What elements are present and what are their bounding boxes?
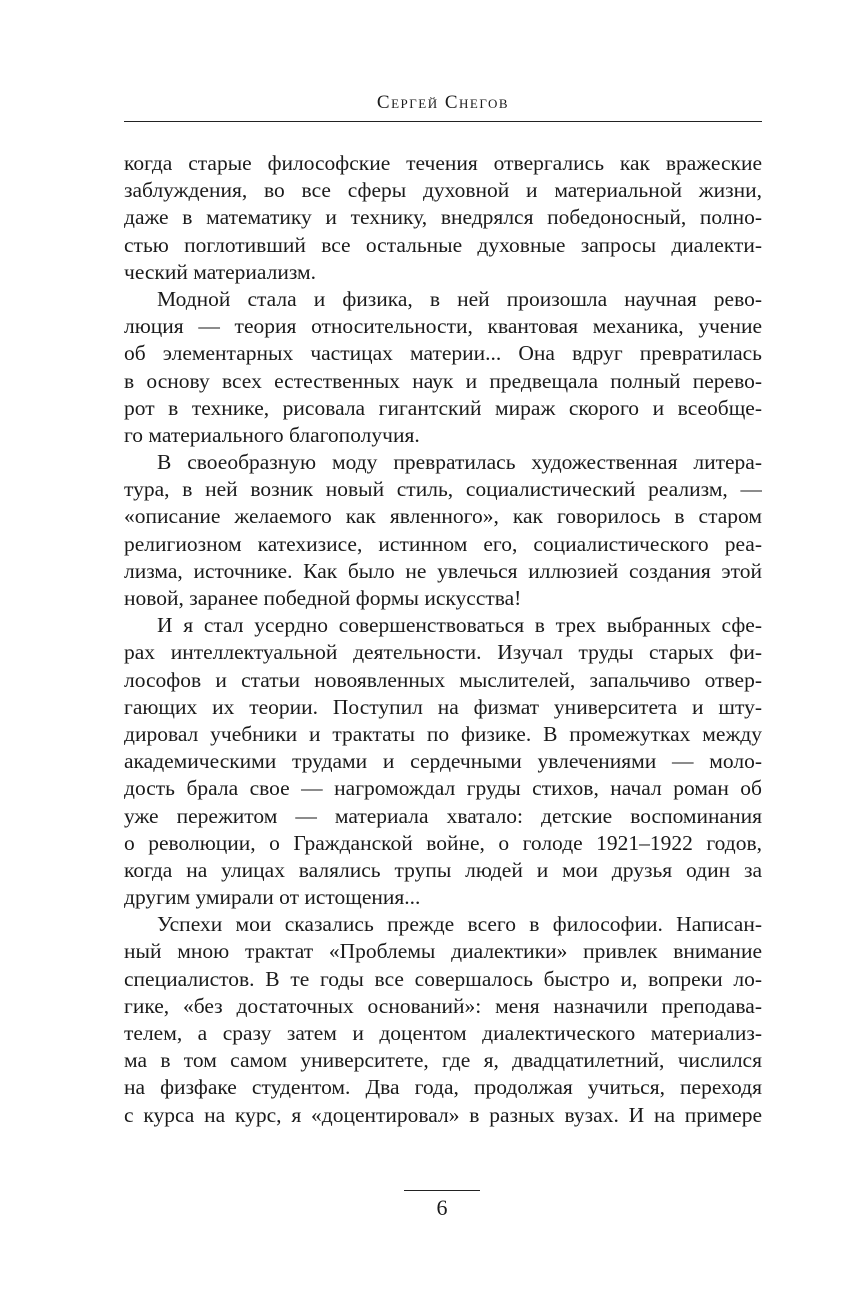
text-line: стью поглотивший все остальные духовные запросы диалекти- bbox=[124, 232, 762, 257]
text-line: «описание желаемого как явленного», как говорилось в старом bbox=[124, 504, 762, 529]
text-line: люция — теория относительности, квантовая механика, учение bbox=[124, 314, 762, 339]
footer-rule bbox=[404, 1190, 480, 1191]
text-line: заблуждения, во все сферы духовной и материальной жизни, bbox=[124, 178, 762, 203]
text-line: религиозном катехизисе, истинном его, социалистического реа- bbox=[124, 531, 762, 556]
text-line: рот в технике, рисовала гигантский мираж скорого и всеобще- bbox=[124, 395, 762, 420]
text-line: ческий материализм. bbox=[124, 259, 317, 284]
text-line: тура, в ней возник новый стиль, социалистический реализм, — bbox=[124, 477, 762, 502]
text-line: ма в том самом университете, где я, двадцатилетний, числился bbox=[124, 1048, 762, 1073]
text-line: лизма, источнике. Как было не увлечься иллюзией создания этой bbox=[124, 558, 762, 583]
text-line: с курса на курс, я «доцентировал» в разных вузах. И на примере bbox=[124, 1102, 762, 1127]
text-line: рах интеллектуальной деятельности. Изучал труды старых фи- bbox=[124, 640, 762, 665]
page-number: 6 bbox=[436, 1195, 448, 1220]
paragraph-first-line: В своеобразную моду превратилась художественная литера- bbox=[157, 450, 762, 475]
text-line: гающих их теории. Поступил на физмат университета и шту- bbox=[124, 694, 762, 719]
text-line: го материального благополучия. bbox=[124, 422, 420, 447]
text-line: новой, заранее победной формы искусства! bbox=[124, 586, 522, 610]
text-line: ный мною трактат «Проблемы диалектики» привлек внимание bbox=[124, 939, 762, 964]
text-line: гике, «без достаточных оснований»: меня назначили преподава- bbox=[124, 993, 762, 1018]
text-line: дость брала свое — нагромождал груды стихов, начал роман об bbox=[124, 776, 762, 801]
paragraph-first-line: Модной стала и физика, в ней произошла научная рево- bbox=[157, 286, 762, 311]
text-line: другим умирали от истощения... bbox=[124, 885, 421, 910]
text-line: телем, а сразу затем и доцентом диалектического материализ- bbox=[124, 1021, 762, 1045]
text-line: в основу всех естественных наук и предвещала полный перево- bbox=[124, 368, 762, 393]
text-line: когда на улицах валялись трупы людей и мои друзья один за bbox=[124, 857, 762, 882]
text-line: об элементарных частицах материи... Она вдруг превратилась bbox=[124, 341, 762, 366]
text-line: даже в математику и технику, внедрялся победоносный, полно- bbox=[124, 205, 762, 230]
text-line: лософов и статьи новоявленных мыслителей, запальчиво отвер- bbox=[124, 667, 762, 692]
text-line: дировал учебники и трактаты по физике. В промежутках между bbox=[124, 721, 762, 746]
text-line: о революции, о Гражданской войне, о голоде 1921–1922 годов, bbox=[124, 830, 762, 855]
text-line: на физфаке студентом. Два года, продолжая учиться, переходя bbox=[124, 1075, 762, 1100]
body-text bbox=[124, 150, 762, 1129]
text-line: когда старые философские течения отвергались как вражеские bbox=[124, 151, 762, 175]
paragraph-first-line: И я стал усердно совершенствоваться в трех выбранных сфе- bbox=[157, 613, 762, 638]
header-rule bbox=[124, 121, 762, 122]
paragraph-first-line: Успехи мои сказались прежде всего в философии. Написан- bbox=[157, 912, 762, 937]
running-header-title: Сергей Снегов bbox=[376, 92, 510, 113]
text-line: уже пережитом — материала хватало: детские воспоминания bbox=[124, 803, 762, 828]
text-line: специалистов. В те годы все совершалось быстро и, вопреки ло- bbox=[124, 966, 762, 991]
text-line: академическими трудами и сердечными увлечениями — моло- bbox=[124, 749, 762, 774]
